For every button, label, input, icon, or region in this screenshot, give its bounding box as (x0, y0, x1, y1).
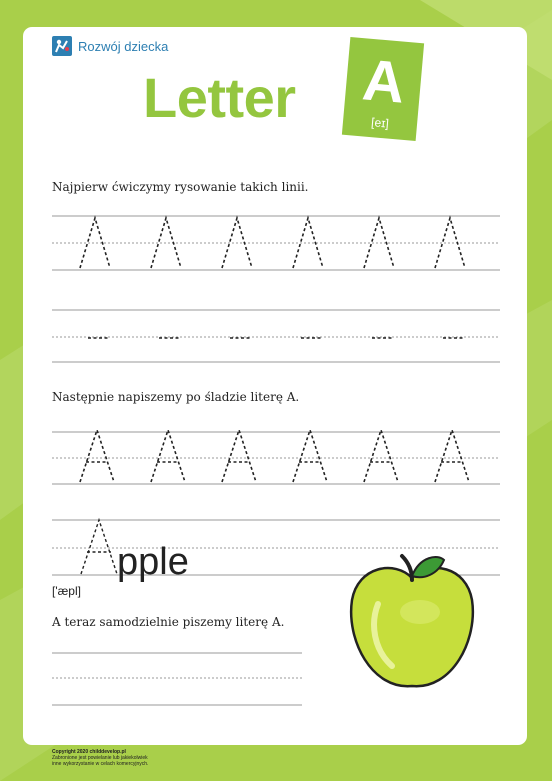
free-instruction: A teraz samodzielnie piszemy literę A. (52, 615, 285, 629)
badge-letter: A (359, 47, 408, 116)
word-pronunciation: ['æpl] (52, 584, 81, 598)
footer-copyright: Copyright 2020 childdevelop.pl (52, 749, 126, 755)
page-title: Letter (143, 66, 296, 129)
trace-letter-a (80, 430, 114, 482)
trace-letter-a (435, 430, 469, 482)
trace-letter-a (151, 430, 185, 482)
word-rest: pple (117, 541, 189, 583)
brand-name: Rozwój dziecka (78, 38, 169, 54)
footer-line-3: inne wykorzystanie w celach komercyjnych. (52, 761, 149, 767)
trace-letter-a (293, 430, 327, 482)
letter-instruction: Następnie napiszemy po śladzie literę A. (52, 390, 300, 404)
trace-letter-a (222, 430, 256, 482)
trace-letter-a (364, 430, 398, 482)
lines-instruction: Najpierw ćwiczymy rysowanie takich linii. (52, 180, 309, 194)
trace-word-letter-a (81, 520, 117, 574)
apple-icon (351, 556, 473, 686)
footer-line-2: Zabronione jest powielanie lub jakiekolwiek (52, 755, 148, 761)
badge-pronunciation: [eɪ] (370, 115, 390, 131)
footer (52, 749, 148, 767)
